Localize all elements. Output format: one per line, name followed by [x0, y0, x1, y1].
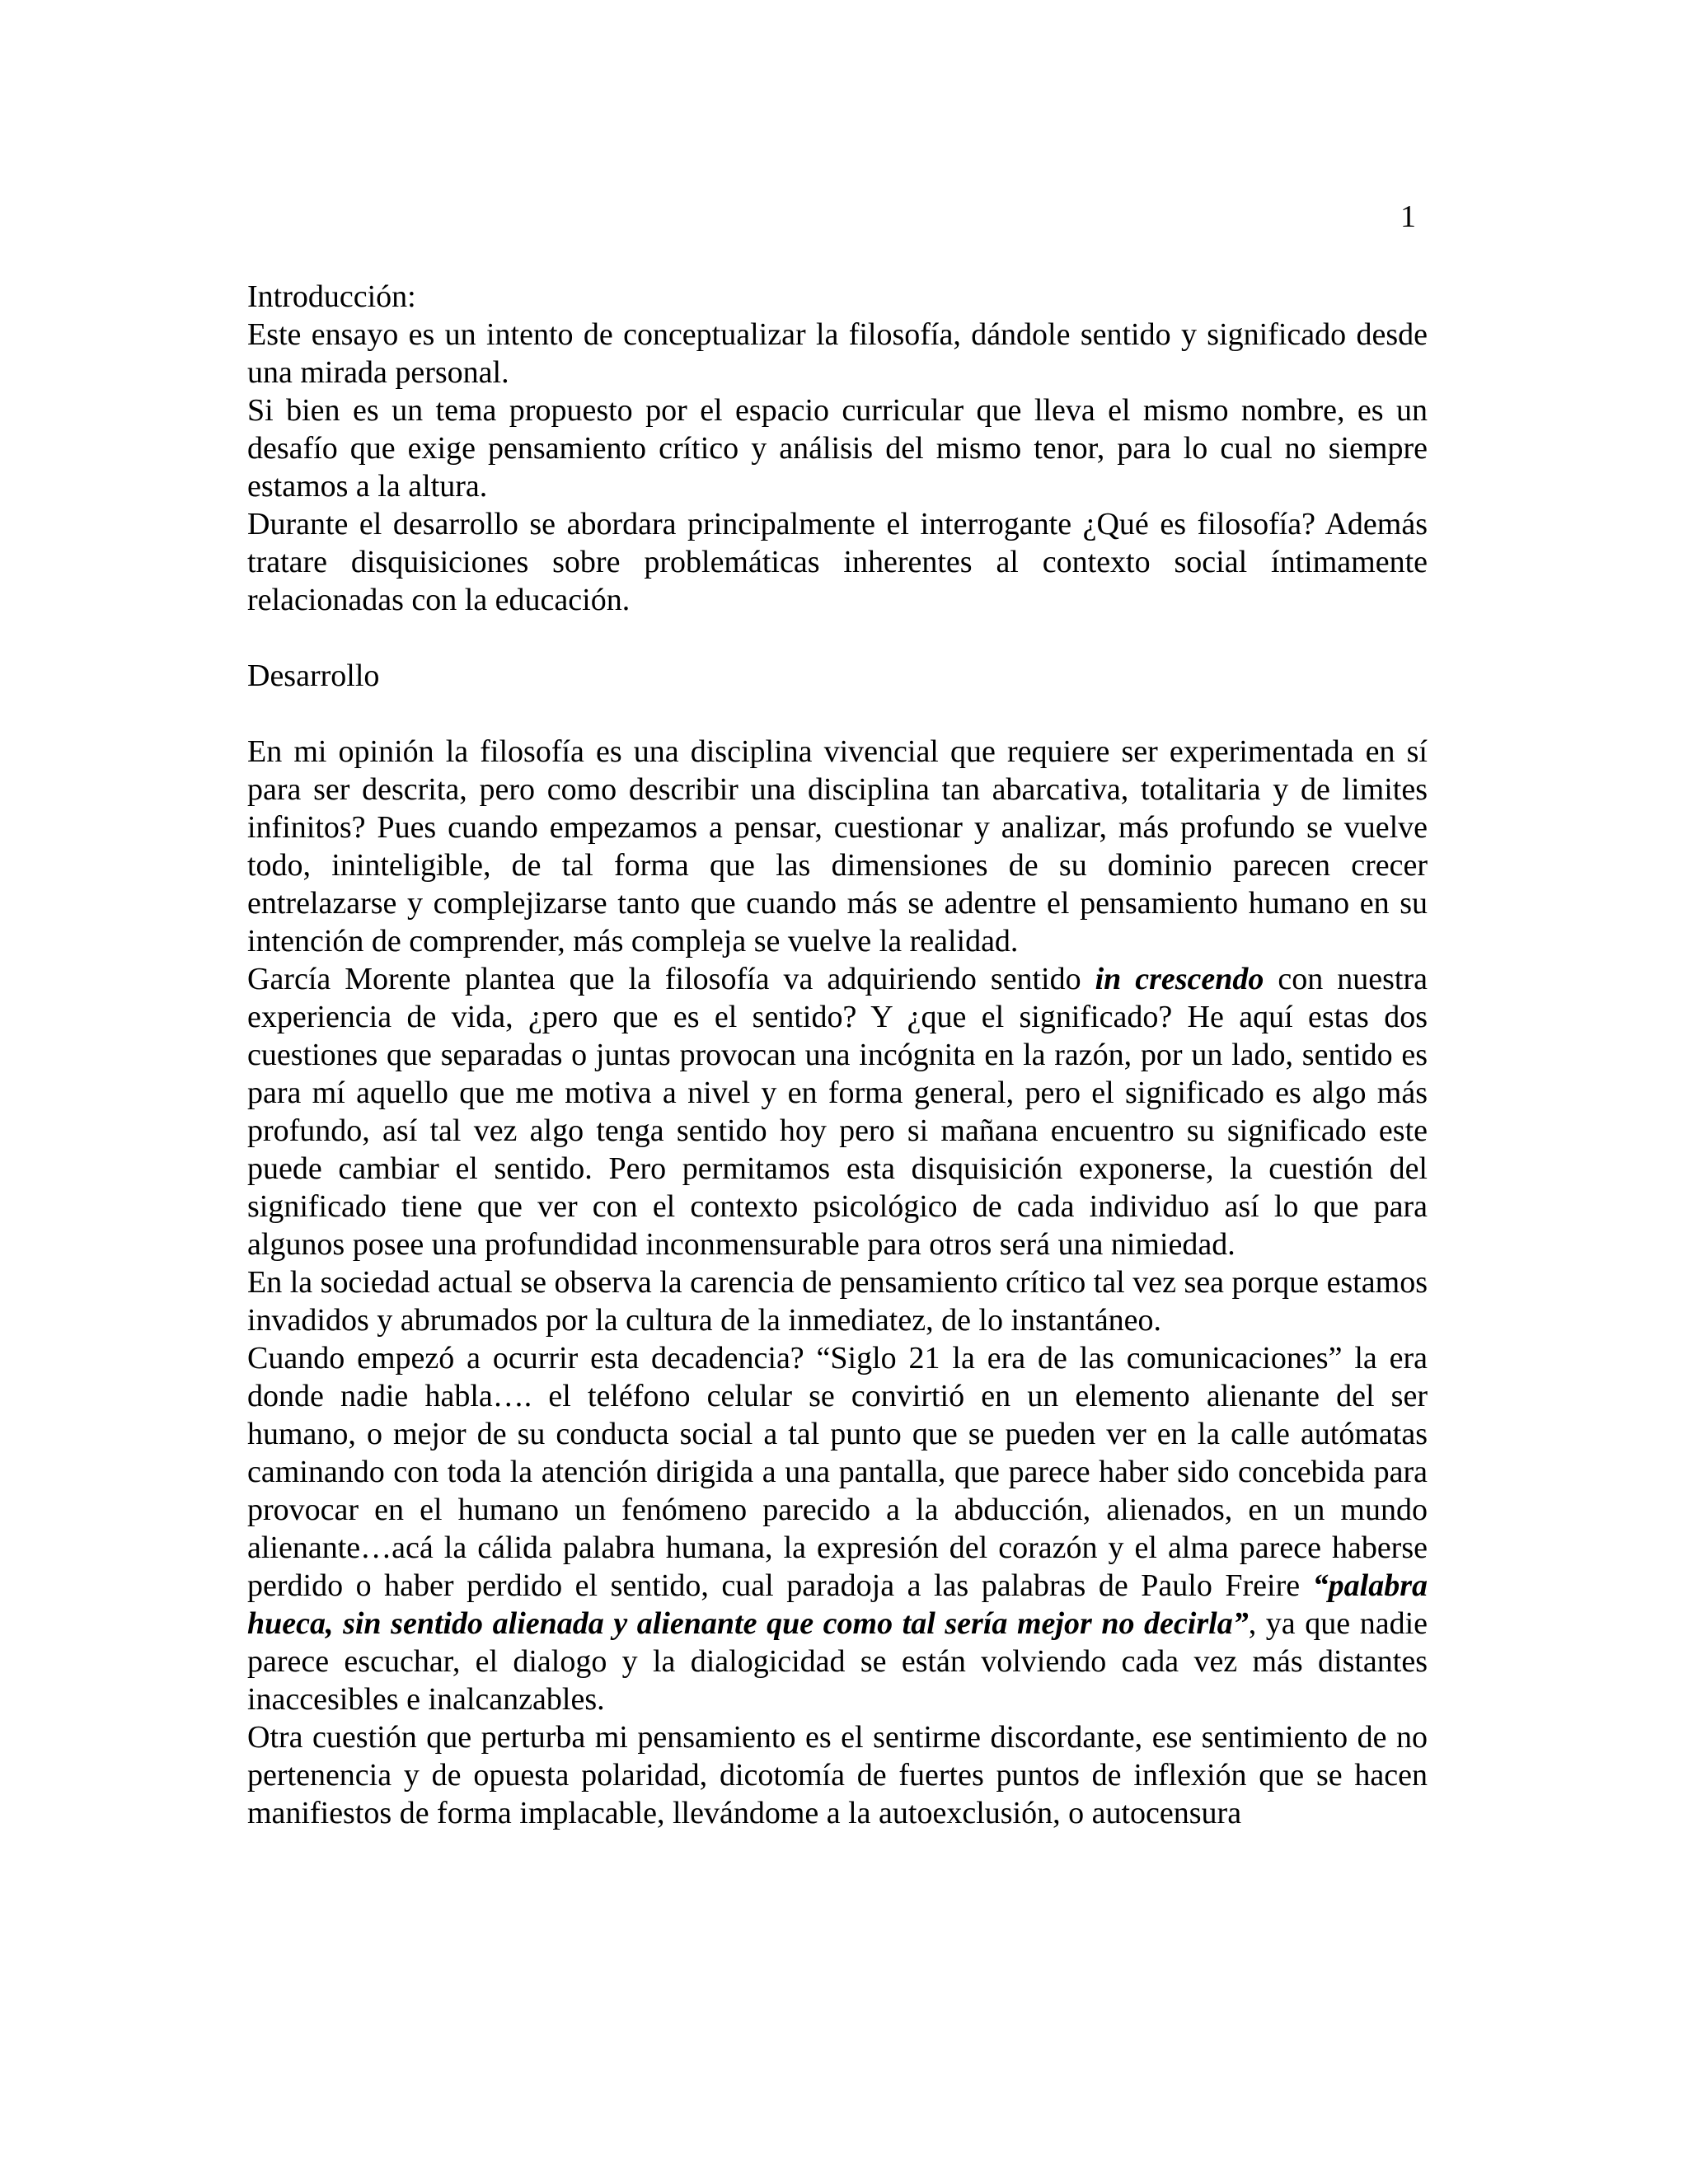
paragraph-gap [247, 619, 1428, 657]
paragraph-text: Cuando empezó a ocurrir esta decadencia? “Siglo 21 la era de las comunicaciones” la era donde nadie habla…. el teléfono celular se convirtió en un elemento alienante del ser humano, o mejor de su conducta social a tal punto que se pueden ver en la calle autómatas caminando con toda la atención dirigida a una pantalla, que parece haber sido concebida para provocar en el humano un fenómeno parecido a la abducción, alienados, en un mundo alienante…acá la cálida palabra humana, la expresión del corazón y el alma parece haberse perdido o haber perdido el sentido, cual paradoja a las palabras de Paulo Freire [247, 1341, 1428, 1603]
document-body [247, 278, 1428, 1832]
intro-paragraph-1: Este ensayo es un intento de conceptualizar la filosofía, dándole sentido y significado desde una mirada personal. [247, 317, 1428, 390]
emphasized-phrase: in crescendo [1095, 962, 1264, 996]
paragraph-text: con nuestra experiencia de vida, ¿pero que es el sentido? Y ¿que el significado? He aquí estas dos cuestiones que separadas o juntas provocan una incógnita en la razón, por un lado, sentido es para mí aquello que me motiva a nivel y en forma general, pero el significado es algo más profundo, así tal vez algo tenga sentido hoy pero si mañana encuentro su significado este puede cambiar el sentido. Pero permitamos esta disquisición exponerse, la cuestión del significado tiene que ver con el contexto psicológico de cada individuo así lo que para algunos posee una profundidad inconmensurable para otros será una nimiedad. [247, 962, 1428, 1262]
freire-quote: “palabra hueca, sin sentido alienada y alienante que como tal sería mejor no decirla” [247, 1568, 1428, 1641]
intro-paragraph-2: Si bien es un tema propuesto por el espacio curricular que lleva el mismo nombre, es un desafío que exige pensamiento crítico y análisis del mismo tenor, para lo cual no siempre estamos a la altura. [247, 393, 1428, 504]
paragraph-text: García Morente plantea que la filosofía va adquiriendo sentido [247, 962, 1095, 996]
development-paragraph-2 [247, 960, 1428, 1263]
intro-paragraph-3: Durante el desarrollo se abordara principalmente el interrogante ¿Qué es filosofía? Además tratare disquisiciones sobre problemáticas inherentes al contexto social íntimamente relacionadas con la educación. [247, 507, 1428, 617]
paragraph-gap [247, 695, 1428, 733]
development-paragraph-5: Otra cuestión que perturba mi pensamiento es el sentirme discordante, ese sentimiento de no pertenencia y de opuesta polaridad, dicotomía de fuertes puntos de inflexión que se hacen manifiestos de forma implacable, llevándome a la autoexclusión, o autocensura [247, 1720, 1428, 1830]
page-number: 1 [1400, 199, 1416, 234]
development-paragraph-4 [247, 1339, 1428, 1718]
development-paragraph-3: En la sociedad actual se observa la carencia de pensamiento crítico tal vez sea porque estamos invadidos y abrumados por la cultura de la inmediatez, de lo instantáneo. [247, 1265, 1428, 1338]
paragraph-text: , ya que nadie parece escuchar, el dialogo y la dialogicidad se están volviendo cada vez más distantes inaccesibles e inalcanzables. [247, 1606, 1428, 1717]
intro-heading: Introducción: [247, 279, 416, 314]
development-paragraph-1: En mi opinión la filosofía es una disciplina vivencial que requiere ser experimentada en sí para ser descrita, pero como describir una disciplina tan abarcativa, totalitaria y de limites infinitos? Pues cuando empezamos a pensar, cuestionar y analizar, más profundo se vuelve todo, ininteligible, de tal forma que las dimensiones de su dominio parecen crecer entrelazarse y complejizarse tanto que cuando más se adentre el pensamiento humano en su intención de comprender, más compleja se vuelve la realidad. [247, 734, 1428, 958]
development-heading: Desarrollo [247, 658, 380, 693]
